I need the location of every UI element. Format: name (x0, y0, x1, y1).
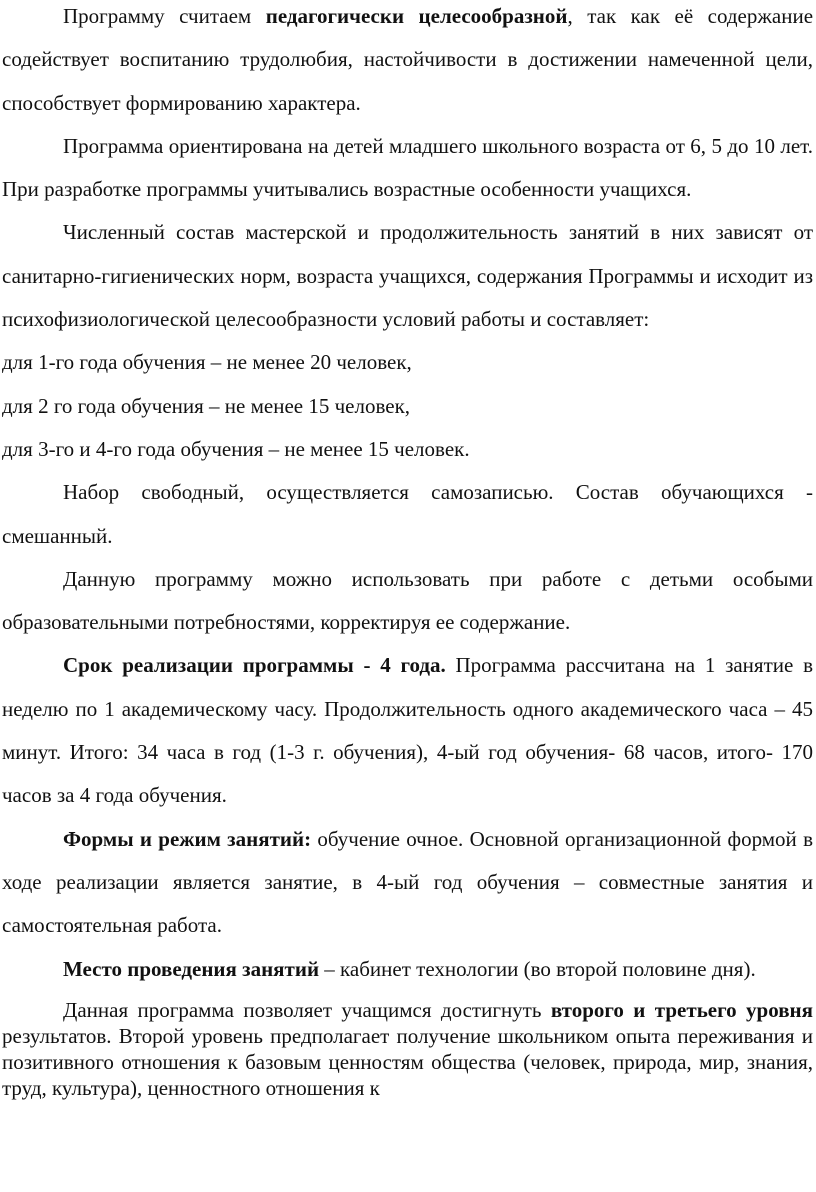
list-item-year-2: для 2 го года обучения – не менее 15 человек, (2, 393, 411, 418)
list-item-year-1: для 1-го года обучения – не менее 20 человек, (2, 350, 412, 375)
p8-rest: – кабинет технологии (во второй половине дня). (319, 956, 756, 981)
p1-bold: педагогически целесообразной (265, 4, 568, 28)
p1-lead: Программу считаем (63, 4, 252, 28)
p9-bold: второго и третьего уровня (550, 997, 813, 1022)
p8-bold: Место проведения занятий (63, 956, 320, 981)
p7-bold: Формы и режим занятий: (63, 826, 312, 851)
p6-rest: Программа рассчитана на 1 занятие в неделю по 1 академическому часу. Продолжительность одного академического часа – 45 минут. Итого: 34 часа в год (1-3 г. обучения), 4-ый год обучения- 68 часов, итого- 170 часов за 4 года обучения. (2, 653, 813, 808)
paragraph-result-levels (0, 991, 816, 1101)
paragraph-target-age: Программа ориентирована на детей младшего школьного возраста от 6, 5 до 10 лет. При разработке программы учитывались возрастные особенности учащихся. (2, 133, 813, 202)
p6-bold: Срок реализации программы - 4 года. (63, 653, 446, 678)
paragraph-group-size: Численный состав мастерской и продолжительность занятий в них зависят от санитарно-гигиенических норм, возраста учащихся, содержания Программы и исходит из психофизиологической целесообразности условий работы и составляет: (2, 220, 813, 332)
p9-lead: Данная программа позволяет учащимся достигнуть (63, 997, 551, 1022)
p9-rest: результатов. Второй уровень предполагает получение школьником опыта переживания и позитивного отношения к базовым ценностям общества (человек, природа, мир, знания, труд, культура), ценностного отношения к (2, 1023, 813, 1100)
p1-rest: , так как её содержание содействует воспитанию трудолюбия, настойчивости в достижении намеченной цели, способствует формированию характера. (2, 4, 814, 115)
paragraph-pedagogical-value (0, 0, 816, 125)
list-item-year-3-4: для 3-го и 4-го года обучения – не менее 15 человек. (2, 436, 470, 461)
paragraph-duration (0, 644, 816, 817)
paragraph-enrollment: Набор свободный, осуществляется самозаписью. Состав обучающихся - смешанный. (2, 480, 813, 548)
paragraph-forms (0, 818, 816, 948)
p7-rest: обучение очное. Основной организационной формой в ходе реализации является занятие, в 4-ый год обучения – совместные занятия и самостоятельная работа. (2, 826, 813, 938)
paragraph-location (0, 948, 816, 991)
paragraph-special-needs: Данную программу можно использовать при работе с детьми особыми образовательными потребностями, корректируя ее содержание. (2, 566, 813, 635)
